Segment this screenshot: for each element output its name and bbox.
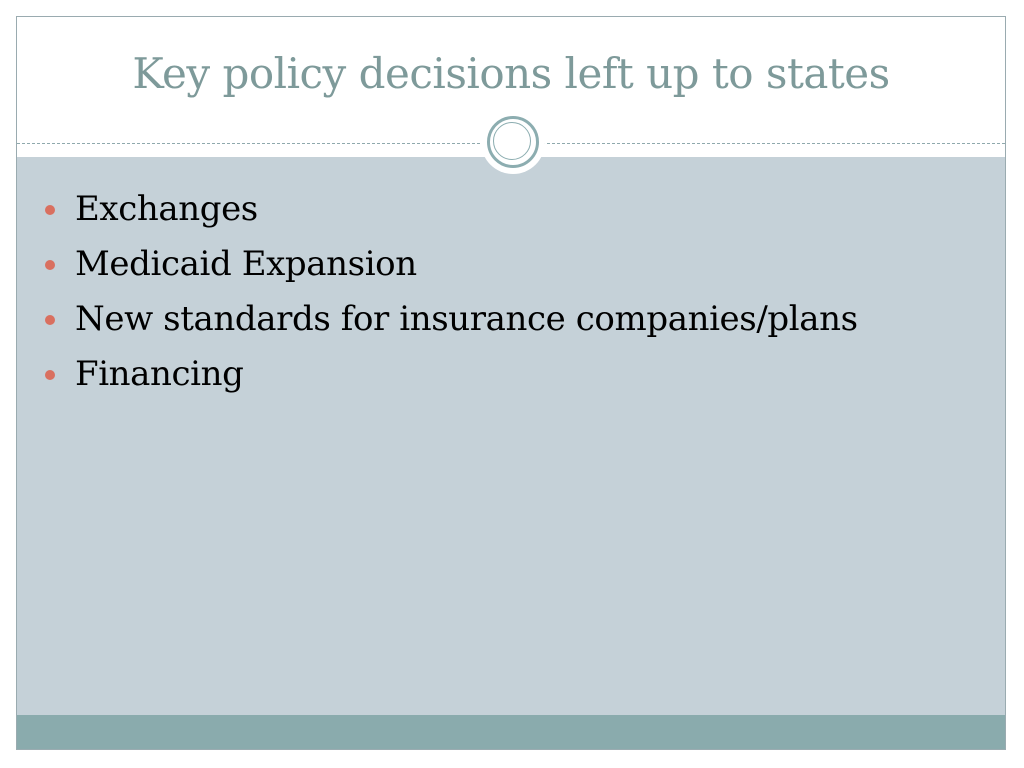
bullet-marker-icon <box>45 260 55 270</box>
content-area <box>17 157 1005 716</box>
bullet-text: Medicaid Expansion <box>75 243 417 284</box>
bullet-text: New standards for insurance companies/plans <box>75 298 858 339</box>
bullet-marker-icon <box>45 370 55 380</box>
bullet-item <box>45 291 858 346</box>
bullet-item <box>45 236 858 291</box>
bullet-text: Financing <box>75 353 244 394</box>
ornament-inner-ring <box>493 122 531 160</box>
bullet-marker-icon <box>45 315 55 325</box>
bullet-text: Exchanges <box>75 188 258 229</box>
double-ring-circle-icon <box>481 110 545 174</box>
ornament-ring <box>487 116 539 168</box>
bullet-list <box>45 181 858 401</box>
slide <box>16 16 1006 750</box>
slide-title: Key policy decisions left up to states <box>132 49 890 98</box>
bullet-item <box>45 346 858 401</box>
bullet-item <box>45 181 858 236</box>
bullet-marker-icon <box>45 205 55 215</box>
footer-bar <box>17 715 1005 749</box>
